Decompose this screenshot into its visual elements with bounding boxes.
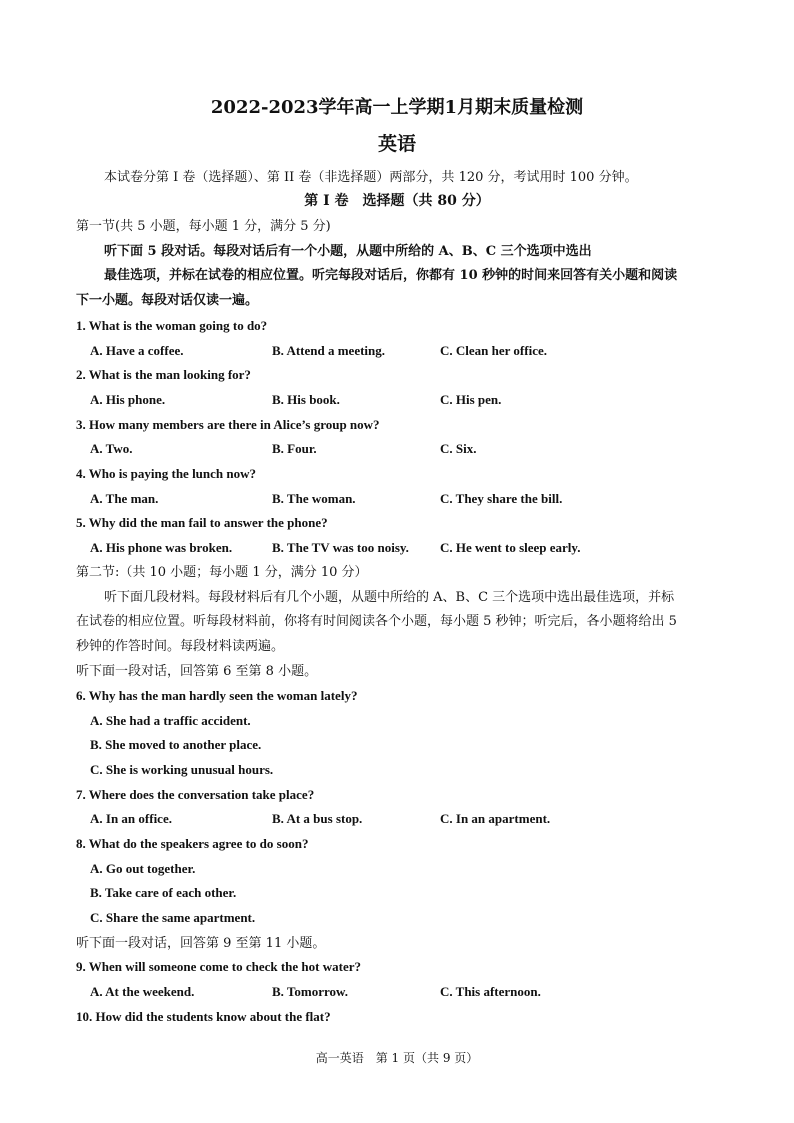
- question-9: 9. When will someone come to check the hot water?: [76, 959, 361, 974]
- q1-option-b: B. Attend a meeting.: [272, 343, 386, 358]
- q5-option-b: B. The TV was too noisy.: [272, 540, 409, 555]
- question-4: 4. Who is paying the lunch now?: [76, 466, 257, 481]
- question-10: 10. How did the students know about the flat?: [76, 1009, 331, 1024]
- group1-instructions: 听下面一段对话，回答第 6 至第 8 小题。: [76, 664, 318, 679]
- exam-subject: 英语: [377, 133, 416, 155]
- section1-instructions-1: 听下面 5 段对话。每段对话后有一个小题，从题中所给的 A、B、C 三个选项中选出: [104, 244, 592, 259]
- section2-heading: 第二节:（共 10 小题；每小题 1 分，满分 10 分）: [76, 565, 368, 580]
- q6-option-c: C. She is working unusual hours.: [90, 762, 274, 777]
- q4-option-a: A. The man.: [90, 491, 159, 506]
- q7-option-a: A. In an office.: [90, 811, 172, 826]
- q7-option-b: B. At a bus stop.: [272, 811, 363, 826]
- q6-option-a: A. She had a traffic accident.: [90, 713, 251, 728]
- q9-option-a: A. At the weekend.: [90, 984, 195, 999]
- question-8: 8. What do the speakers agree to do soon?: [76, 836, 309, 851]
- question-1: 1. What is the woman going to do?: [76, 318, 268, 333]
- question-3: 3. How many members are there in Alice’s group now?: [76, 417, 380, 432]
- q2-option-b: B. His book.: [272, 392, 340, 407]
- q8-option-b: B. Take care of each other.: [90, 885, 237, 900]
- section1-instructions-2: 最佳选项，并标在试卷的相应位置。听完每段对话后，你都有 10 秒钟的时间来回答有关小题和阅读: [104, 268, 678, 283]
- q1-option-a: A. Have a coffee.: [90, 343, 184, 358]
- question-6: 6. Why has the man hardly seen the woman lately?: [76, 688, 358, 703]
- question-5: 5. Why did the man fail to answer the phone?: [76, 515, 328, 530]
- q9-option-c: C. This afternoon.: [440, 984, 541, 999]
- group2-instructions: 听下面一段对话，回答第 9 至第 11 小题。: [76, 936, 326, 951]
- q3-option-a: A. Two.: [90, 441, 133, 456]
- q1-option-c: C. Clean her office.: [440, 343, 547, 358]
- q8-option-a: A. Go out together.: [90, 861, 196, 876]
- q7-option-c: C. In an apartment.: [440, 811, 551, 826]
- section1-heading: 第一节(共 5 小题，每小题 1 分，满分 5 分): [76, 219, 331, 234]
- part1-title: 第 I 卷 选择题（共 80 分）: [304, 193, 490, 209]
- section2-instructions-2: 在试卷的相应位置。听每段材料前，你将有时间阅读各个小题，每小题 5 秒钟；听完后，各小题将给出 5: [76, 614, 677, 629]
- section2-instructions-3: 秒钟的作答时间。每段材料读两遍。: [76, 639, 285, 654]
- q6-option-b: B. She moved to another place.: [90, 737, 262, 752]
- page-footer: 高一英语 第 1 页（共 9 页）: [315, 1051, 479, 1065]
- q2-option-a: A. His phone.: [90, 392, 166, 407]
- q3-option-b: B. Four.: [272, 441, 317, 456]
- section2-instructions-1: 听下面几段材料。每段材料后有几个小题，从题中所给的 A、B、C 三个选项中选出最佳选项，并标: [104, 590, 675, 605]
- question-7: 7. Where does the conversation take place?: [76, 787, 315, 802]
- exam-title: 2022-2023学年高一上学期1月期末质量检测: [210, 97, 584, 118]
- q5-option-a: A. His phone was broken.: [90, 540, 233, 555]
- q2-option-c: C. His pen.: [440, 392, 502, 407]
- q8-option-c: C. Share the same apartment.: [90, 910, 256, 925]
- q4-option-c: C. They share the bill.: [440, 491, 563, 506]
- q3-option-c: C. Six.: [440, 441, 477, 456]
- q9-option-b: B. Tomorrow.: [272, 984, 348, 999]
- q4-option-b: B. The woman.: [272, 491, 356, 506]
- q5-option-c: C. He went to sleep early.: [440, 540, 581, 555]
- exam-intro: 本试卷分第 I 卷（选择题）、第 II 卷（非选择题）两部分，共 120 分，考试用时 100 分钟。: [104, 170, 638, 185]
- section1-instructions-3: 下一小题。每段对话仅读一遍。: [76, 293, 259, 308]
- question-2: 2. What is the man looking for?: [76, 367, 251, 382]
